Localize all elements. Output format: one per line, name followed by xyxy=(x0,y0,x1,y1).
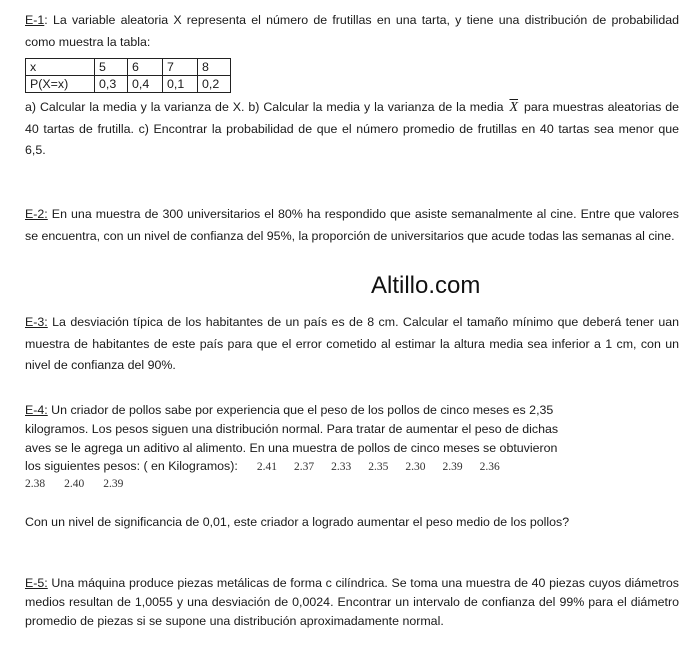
watermark-text: Altillo.com xyxy=(371,272,481,299)
exercise-1-intro-text: : La variable aleatoria X representa el número de frutillas en una tarta, y tiene una distribución de probabilidad como muestra la tabla: xyxy=(25,13,679,49)
exercise-3-label: E-3: xyxy=(25,315,48,329)
x-bar-symbol: $\overline{X}$ xyxy=(509,100,519,115)
exercise-4-line-2: kilogramos. Los pesos siguen una distribución normal. Para tratar de aumentar el peso de dichas xyxy=(25,421,559,436)
exercise-4-line-4 xyxy=(25,457,679,477)
exercise-4-line-4-text: los siguientes pesos: ( en Kilogramos): xyxy=(25,459,238,474)
exercise-5-text: Una máquina produce piezas metálicas de forma c cilíndrica. Se toma una muestra de 40 piezas cuyos diámetros medios resultan de 1,0055 y una desviación de 0,0024. Encontrar un intervalo de confianza del 99% para el diámetro promedio de piezas si se supone una distribución aproximadamente normal. xyxy=(25,576,679,628)
table-cell: 0,4 xyxy=(128,76,163,93)
exercise-4-line-1-text: Un criador de pollos sabe por experiencia que el peso de los pollos de cinco meses es 2,35 xyxy=(47,403,554,417)
weight-value: 2.36 xyxy=(479,461,500,474)
table-cell: 0,2 xyxy=(198,76,231,93)
exercise-3 xyxy=(25,312,679,377)
weight-value: 2.39 xyxy=(442,461,463,474)
table-cell: 7 xyxy=(163,59,198,76)
probability-table xyxy=(25,58,231,93)
exercise-1-questions-b: para muestras aleatorias de 40 tartas de frutilla. c) Encontrar la probabilidad de que el número promedio de frutillas en 40 tartas sea menor que 6,5. xyxy=(25,100,680,158)
exercise-5 xyxy=(25,574,679,630)
table-cell: 6 xyxy=(128,59,163,76)
table-cell: 0,3 xyxy=(95,76,128,93)
exercise-1-label: E-1 xyxy=(25,13,45,27)
weight-value: 2.37 xyxy=(293,461,315,474)
table-row xyxy=(26,59,231,76)
exercise-2 xyxy=(25,204,679,247)
table-row xyxy=(26,76,231,93)
weight-value: 2.41 xyxy=(256,461,277,474)
exercise-4-question: Con un nivel de significancia de 0,01, este criador a logrado aumentar el peso medio de los pollos? xyxy=(25,515,570,529)
table-cell: 8 xyxy=(198,59,231,76)
exercise-4 xyxy=(25,401,679,492)
weight-value: 2.35 xyxy=(368,461,389,474)
exercise-1-questions xyxy=(25,97,679,162)
table-cell: 5 xyxy=(95,59,128,76)
exercise-1-intro xyxy=(25,10,679,53)
weights-list-1 xyxy=(238,461,500,473)
weight-value: 2.33 xyxy=(331,461,352,474)
weight-value: 2.30 xyxy=(405,461,426,474)
exercise-4-line-3: aves se le agrega un aditivo al alimento. En una muestra de pollos de cinco meses se obtuvieron xyxy=(25,440,558,455)
exercise-2-label: E-2: xyxy=(25,207,48,221)
table-cell: x xyxy=(26,59,95,76)
exercise-2-text: En una muestra de 300 universitarios el 80% ha respondido que asiste semanalmente al cine. Entre que valores se encuentra, con un nivel de confianza del 95%, la proporción de universitarios que acude todas las semanas al cine. xyxy=(25,207,679,243)
weights-list-2 xyxy=(25,477,679,492)
exercise-5-label: E-5: xyxy=(25,576,48,590)
weight-value: 2.40 xyxy=(64,478,85,491)
weight-value: 2.38 xyxy=(25,478,46,491)
exercise-1-questions-a: a) Calcular la media y la varianza de X. b) Calcular la media y la varianza de la media xyxy=(25,100,508,114)
exercise-4-label: E-4: xyxy=(25,403,48,417)
table-cell: 0,1 xyxy=(163,76,198,93)
weight-value: 2.39 xyxy=(103,478,124,491)
exercise-3-text: La desviación típica de los habitantes de un país es de 8 cm. Calcular el tamaño mínimo que deberá tener uan muestra de habitantes de este país para que el error cometido al estimar la altura media sea inferior a 1 cm, con un nivel de confianza del 90%. xyxy=(25,315,679,373)
exercise-4-line-1 xyxy=(25,401,679,420)
table-cell: P(X=x) xyxy=(26,76,95,93)
